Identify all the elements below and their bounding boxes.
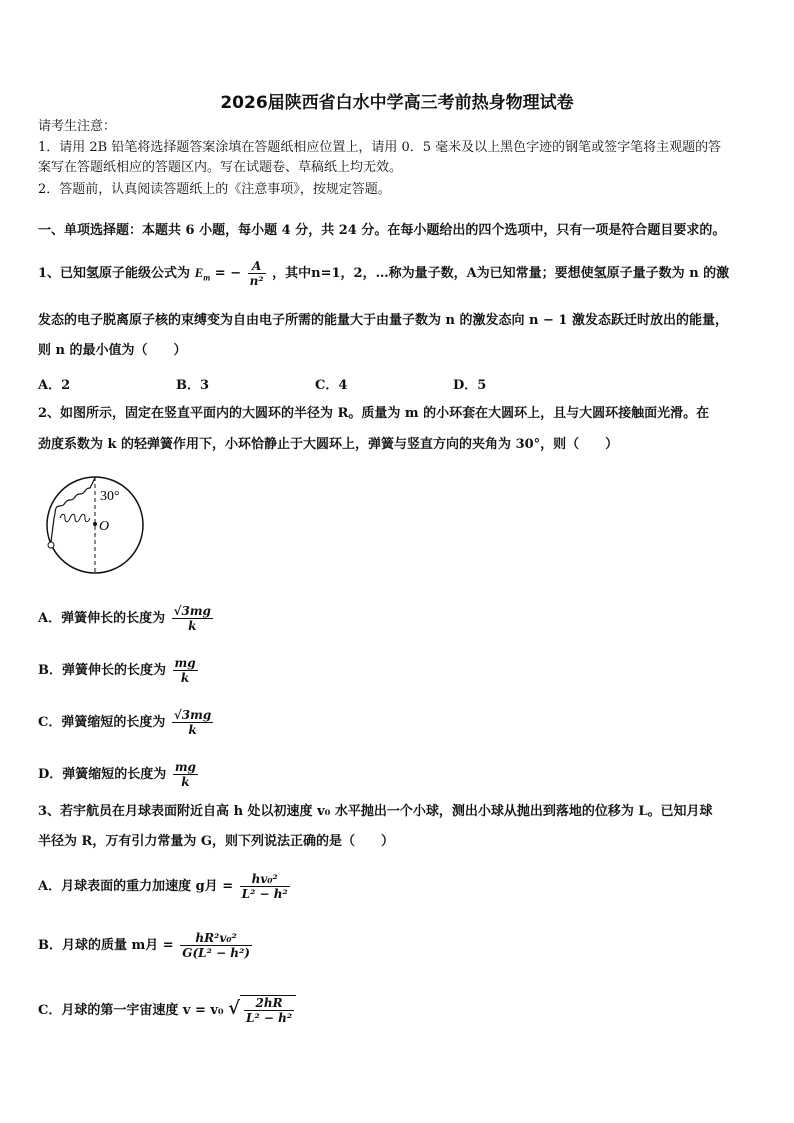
q1-formula-lhs: E (194, 265, 204, 280)
q2-line2: 劲度系数为 k 的轻弹簧作用下，小环恰静止于大圆环上，弹簧与竖直方向的夹角为 30°，则（ ） (38, 437, 619, 452)
figure-center-label: O (99, 519, 110, 534)
q3-option-b-text: B．月球的质量 m月 = (38, 938, 174, 953)
q2-option-b-text: B．弹簧伸长的长度为 (38, 663, 166, 678)
q2-option-c-den: k (188, 723, 197, 737)
q1-prefix: 1、已知氢原子能级公式为 (38, 266, 191, 281)
small-ring (48, 542, 54, 548)
q3-option-b-num: hR²v₀² (180, 931, 252, 946)
center-point (93, 522, 97, 526)
q3-line1: 3、若宇航员在月球表面附近自高 h 处以初速度 v₀ 水平抛出一个小球，测出小球从抛出到落地的位移为 L。已知月球 (38, 804, 713, 819)
q1-after-formula: ，其中n=1，2，…称为量子数，A为已知常量；要想使氢原子量子数为 n 的激 (272, 266, 730, 281)
q1-option-b: B．3 (176, 378, 210, 393)
q1-option-a: A．2 (38, 378, 71, 393)
section1-heading: 一、单项选择题：本题共 6 小题，每小题 4 分，共 24 分。在每小题给出的四个选项中，只有一项是符合题目要求的。 (38, 223, 726, 238)
q2-option-d (38, 760, 200, 789)
q3-option-b (38, 931, 254, 960)
q2-option-a-den: k (188, 619, 197, 633)
q2-option-d-num: mg (174, 760, 196, 774)
q3-option-a-num: hv₀² (240, 872, 290, 887)
q3-option-a-den: L² − h² (241, 887, 288, 901)
q3-option-c-num: 2hR (244, 996, 294, 1011)
q1-line3: 则 n 的最小值为（ ） (38, 343, 187, 358)
q2-option-d-text: D．弹簧缩短的长度为 (38, 767, 167, 782)
q2-option-a-num: √3mg (173, 604, 211, 618)
q3-option-c-den: L² − h² (246, 1011, 293, 1025)
q2-option-c-text: C．弹簧缩短的长度为 (38, 715, 166, 730)
q2-option-a (38, 604, 215, 633)
q2-option-b-num: mg (174, 656, 196, 670)
q1-line2: 发态的电子脱离原子核的束缚变为自由电子所需的能量大于由量子数为 n 的激发态向 n − 1 激发态跃迁时放出的能量， (38, 313, 728, 328)
q3-line2: 半径为 R，万有引力常量为 G，则下列说法正确的是（ ） (38, 834, 394, 849)
q1-line1 (38, 258, 729, 293)
q1-option-c: C．4 (315, 378, 348, 393)
q3-option-a-text: A．月球表面的重力加速度 g月 = (38, 879, 234, 894)
q1-formula-sub: m (203, 272, 211, 283)
q1-option-d: D．5 (453, 378, 487, 393)
spring-coils (60, 514, 90, 522)
q1-formula-eq: = − (214, 266, 242, 281)
q2-option-c-num: √3mg (173, 708, 212, 722)
notice-heading: 请考生注意： (38, 119, 117, 134)
notice-item1-line2: 案写在答题纸相应的答题区内。写在试题卷、草稿纸上均无效。 (38, 160, 403, 175)
q3-option-a (38, 872, 292, 901)
q2-option-c (38, 708, 215, 737)
page-title: 2026届陕西省白水中学高三考前热身物理试卷 (220, 93, 574, 113)
sqrt-icon: √ (228, 998, 240, 1019)
q3-option-c-text: C．月球的第一宇宙速度 v = v₀ (38, 1003, 224, 1018)
figure-angle-label: 30° (100, 489, 120, 504)
q1-formula-num: A (248, 259, 266, 274)
q3-option-c (38, 995, 296, 1025)
q1-formula-fraction (248, 259, 266, 288)
spring (51, 478, 95, 542)
notice-item1-line1: 1．请用 2B 铅笔将选择题答案涂填在答题纸相应位置上，请用 0．5 毫米及以上黑色字迹的钢笔或签字笔将主观题的答 (38, 140, 722, 155)
q2-option-b (38, 656, 200, 685)
q2-line1: 2、如图所示，固定在竖直平面内的大圆环的半径为 R。质量为 m 的小环套在大圆环上，且与大圆环接触面光滑。在 (38, 406, 710, 421)
q2-figure (40, 470, 160, 580)
q2-option-b-den: k (180, 671, 190, 685)
q2-option-a-text: A．弹簧伸长的长度为 (38, 611, 166, 626)
q3-option-b-den: G(L² − h²) (182, 946, 250, 960)
q2-option-d-den: k (181, 775, 190, 789)
q1-formula-den: n² (249, 274, 264, 288)
notice-item2: 2．答题前，认真阅读答题纸上的《注意事项》，按规定答题。 (38, 182, 391, 197)
